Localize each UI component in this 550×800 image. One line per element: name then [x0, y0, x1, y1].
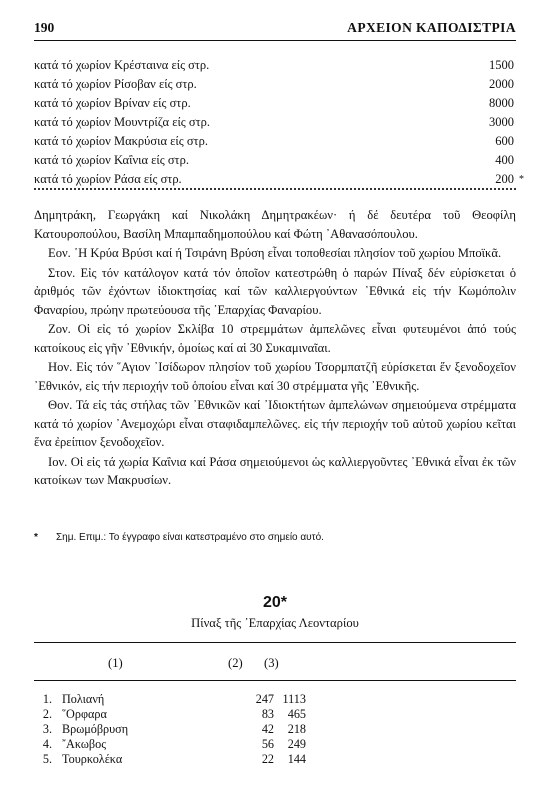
note-paragraph: Ιον. Οἱ εἰς τά χωρία Καΐνια καί Ράσα σημειούμενοι ὡς καλλιεργοῦντες ᾿Εθνικά εἶναι ἐκ τῶν κατοίκων των Μακρυσίων.	[34, 454, 516, 487]
item-label: κατά τό χωρίον Ράσα είς στρ.	[34, 172, 182, 186]
page-number: 190	[34, 20, 55, 35]
footnote-mark: *	[34, 532, 38, 543]
row-col-2: 22	[261, 752, 274, 766]
column-header-2: (2)	[228, 656, 243, 670]
row-col-3: 1113	[282, 692, 306, 706]
item-mark: *	[519, 174, 524, 185]
item-value: 200	[495, 172, 514, 186]
table-header-rule	[34, 680, 516, 681]
item-label: κατά τό χωρίον Καΐνια είς στρ.	[34, 153, 189, 167]
item-label: κατά τό χωρίον Μακρύσια είς στρ.	[34, 134, 208, 148]
note-paragraph: Εον. ῾Η Κρύα Βρύσι καί ή Τσιράνη Βρύση εἶναι τοποθεσίαι πλησίον τοῦ χωρίου Μποϊκᾶ.	[48, 246, 502, 260]
editor-footnote	[34, 532, 324, 543]
table-row	[0, 722, 550, 737]
table-row	[0, 752, 550, 767]
note-paragraph: Θον. Τά εἰς τάς στήλας τῶν ᾿Εθνικῶν καί ᾿Ιδιοκτήτων ἀμπελώνων σημειούμενα στρέμματα κατά τό χωρίον ᾿Ανεμοχώρι εἶναι σταφιδαμπελῶνες. εἰς τήν περιοχήν τοῦ αὐτοῦ χωρίου κεῖται ἕνα ἐρείπιον ξενοδοχεῖον.	[34, 398, 516, 449]
item-label: κατά τό χωρίον Μουντρίζα είς στρ.	[34, 115, 211, 129]
row-col-2: 247	[255, 692, 274, 706]
note-paragraph: Ζον. Οἱ εἰς τό χωρίον Σκλίβα 10 στρεμμάτων ἀμπελῶνες εἶναι φυτευμένοι ἀπό τούς κατοίκους εἰς γῆν ᾿Εθνικήν, ὁμοίως καί αἱ 30 Συκαμιναῖαι.	[34, 322, 516, 355]
table-number: 20*	[262, 594, 288, 611]
running-header	[34, 20, 516, 38]
list-item	[34, 56, 524, 75]
item-label: κατά τό χωρίον Ρίσοβαν είς στρ.	[34, 77, 197, 91]
row-place: Τουρκολέκα	[62, 752, 123, 766]
table-row	[0, 692, 550, 707]
item-value: 3000	[489, 115, 514, 129]
item-value: 600	[495, 134, 514, 148]
row-number: 2.	[42, 707, 52, 721]
list-item	[34, 94, 524, 113]
list-item	[34, 75, 524, 94]
note-paragraph: Στον. Εἰς τόν κατάλογον κατά τόν ὁποῖον κατεστρώθη ὁ παρών Πίναξ δέν εὑρίσκεται ὁ ἀριθμός τῶν ἐχόντων ἰδιοκτησίας καί τῶν καλλιεργούντων ᾿Εθνικά εἰς τήν Κωμόπολιν Φαναρίου, πρώην πρωτεύουσα τῆς ᾿Επαρχίας Φαναρίου.	[34, 265, 516, 317]
vineyard-list	[34, 56, 524, 189]
item-label: κατά τό χωρίον Βρίναν είς στρ.	[34, 96, 191, 110]
dotted-separator	[34, 188, 516, 196]
row-col-3: 144	[287, 752, 306, 766]
footnote-text: Σημ. Επιμ.: Το έγγραφο είναι κατεστραμένο στο σημείο αυτό.	[56, 532, 324, 543]
note-paragraph: Δημητράκη, Γεωργάκη καί Νικολάκη Δημητρακέων· ή δέ δευτέρα τοῦ Θεοφίλη Κατουροπούλου, Βασίλη Μπαμπαδημοπούλου καί Φώτη ᾿Αθανασόπουλου.	[34, 208, 516, 241]
table-top-rule	[34, 642, 516, 643]
row-place: ῞Ορφαρα	[62, 707, 107, 721]
header-rule	[34, 40, 516, 41]
item-value: 400	[495, 153, 514, 167]
row-col-2: 42	[261, 722, 274, 736]
column-header-3: (3)	[264, 656, 279, 670]
row-col-3: 249	[287, 737, 306, 751]
row-place: ῎Ακωβος	[62, 737, 107, 751]
table-title: Πίναξ τῆς ᾿Επαρχίας Λεονταρίου	[191, 616, 359, 630]
item-value: 1500	[489, 58, 514, 72]
row-col-2: 83	[261, 707, 274, 721]
row-col-3: 465	[287, 707, 306, 721]
row-number: 3.	[42, 722, 52, 736]
list-item	[34, 151, 524, 170]
item-value: 8000	[489, 96, 514, 110]
table-row	[0, 737, 550, 752]
note-paragraph: Ηον. Εἰς τόν ῞Αγιον ᾿Ισίδωρον πλησίον τοῦ χωρίου Τσορμπατζῆ εὑρίσκεται ἕν ξενοδοχεῖον ᾿Εθνικόν, εἰς τήν περιοχήν τοῦ ὁποίου εἶναι καί 30 στρέμματα γῆς ᾿Εθνικῆς.	[34, 360, 516, 393]
row-number: 5.	[42, 752, 52, 766]
row-number: 1.	[42, 692, 52, 706]
row-col-3: 218	[287, 722, 306, 736]
row-place: Βρωμόβρυση	[62, 722, 129, 736]
row-place: Πολιανή	[62, 692, 105, 706]
item-label: κατά τό χωρίον Κρέσταινα είς στρ.	[34, 58, 210, 72]
list-item	[34, 170, 524, 189]
row-col-2: 56	[261, 737, 274, 751]
item-value: 2000	[489, 77, 514, 91]
table-row	[0, 707, 550, 722]
header-title: ΑΡΧΕΙΟΝ ΚΑΠΟΔΙΣΤΡΙΑ	[347, 20, 516, 35]
column-header-1: (1)	[108, 656, 123, 670]
list-item	[34, 113, 524, 132]
list-item	[34, 132, 524, 151]
row-number: 4.	[42, 737, 52, 751]
notes-section	[34, 206, 516, 491]
